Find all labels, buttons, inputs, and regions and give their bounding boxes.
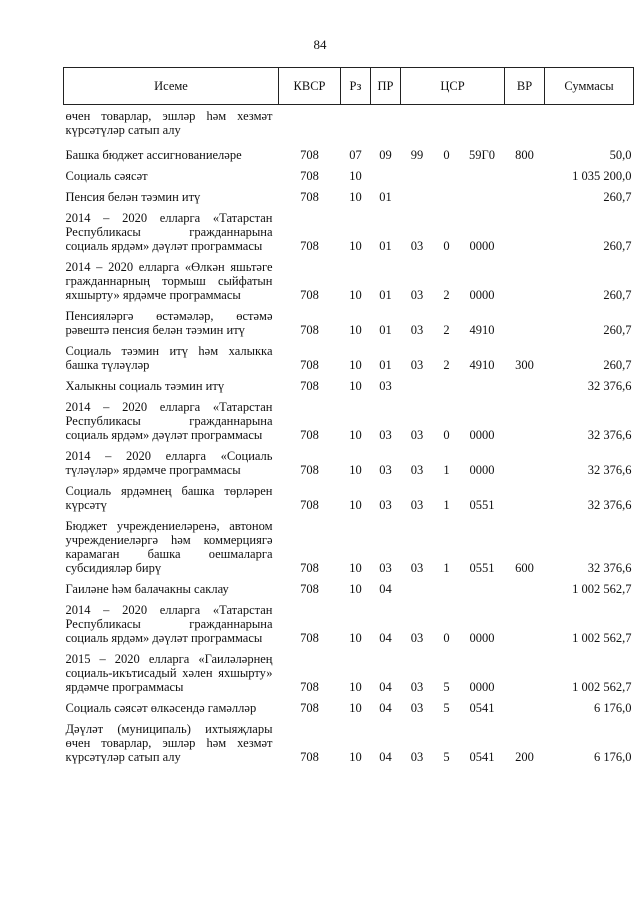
cell-rz: 10 [349, 582, 362, 596]
cell-c2: 5 [443, 701, 450, 715]
cell-kvsr [279, 105, 341, 145]
table-row [64, 515, 634, 578]
cell-kvsr: 708 [300, 680, 319, 694]
cell-amount: 260,7 [603, 190, 632, 204]
cell-name: Пенсия белән тәэмин итү [65, 190, 201, 204]
table-row [64, 718, 634, 767]
cell-kvsr: 708 [300, 148, 319, 162]
cell-amount: 1 002 562,7 [572, 680, 632, 694]
cell-kvsr: 708 [300, 169, 319, 183]
cell-pr: 01 [379, 358, 392, 372]
cell-vr [505, 578, 545, 599]
cell-name: Социаль сәясәт [65, 169, 148, 183]
cell-name: Башка бюджет ассигнованиеләре [65, 148, 242, 162]
cell-c1: 03 [410, 358, 424, 372]
cell-name: Халыкны социаль тәэмин итү [65, 379, 225, 393]
cell-kvsr: 708 [300, 428, 319, 442]
cell-rz: 07 [349, 148, 362, 162]
cell-kvsr: 708 [300, 323, 319, 337]
cell-c2: 2 [443, 288, 450, 302]
cell-amount: 260,7 [603, 358, 632, 372]
cell-rz: 10 [349, 288, 362, 302]
cell-pr: 01 [379, 323, 392, 337]
cell-amount: 32 376,6 [587, 463, 632, 477]
cell-c1: 03 [410, 750, 424, 764]
table-row [64, 648, 634, 697]
table-row [64, 105, 634, 145]
cell-amount [545, 105, 634, 145]
cell-name: Социаль сәясәт өлкәсендә гамәлләр [65, 701, 257, 715]
cell-amount: 32 376,6 [587, 498, 632, 512]
cell-vr: 800 [515, 148, 534, 162]
cell-rz: 10 [349, 190, 362, 204]
cell-c1: 99 [410, 148, 424, 162]
cell-amount: 32 376,6 [587, 561, 632, 575]
cell-pr: 03 [379, 561, 392, 575]
cell-vr [505, 599, 545, 648]
cell-c2 [434, 578, 460, 599]
cell-pr: 04 [379, 631, 392, 645]
cell-kvsr: 708 [300, 239, 319, 253]
cell-vr [505, 186, 545, 207]
cell-pr: 04 [379, 701, 392, 715]
cell-kvsr: 708 [300, 701, 319, 715]
cell-c1 [401, 375, 434, 396]
cell-amount: 6 176,0 [594, 750, 632, 764]
cell-rz: 10 [349, 169, 362, 183]
table-body [64, 105, 634, 768]
cell-kvsr: 708 [300, 498, 319, 512]
cell-c1: 03 [410, 701, 424, 715]
cell-c1 [401, 578, 434, 599]
cell-c2: 1 [443, 498, 450, 512]
cell-c2 [434, 375, 460, 396]
header-rz: Рз [341, 68, 371, 105]
table-row [64, 375, 634, 396]
cell-kvsr: 708 [300, 561, 319, 575]
cell-kvsr: 708 [300, 358, 319, 372]
cell-c2: 5 [443, 750, 450, 764]
cell-rz: 10 [349, 561, 362, 575]
table-row [64, 256, 634, 305]
cell-c2: 1 [443, 561, 450, 575]
cell-pr [371, 165, 401, 186]
cell-kvsr: 708 [300, 582, 319, 596]
cell-c3: 0551 [469, 498, 495, 512]
cell-name: 2014 – 2020 елларга «Татарстан Республикасы гражданнарына социаль ярдәм» дәүләт программасы [65, 400, 273, 442]
table-row [64, 697, 634, 718]
cell-c1: 03 [410, 428, 424, 442]
cell-c2: 2 [443, 358, 450, 372]
page-number: 84 [313, 37, 327, 52]
cell-c1 [401, 165, 434, 186]
table-row [64, 480, 634, 515]
cell-amount: 6 176,0 [594, 701, 632, 715]
cell-c3: 0000 [469, 680, 495, 694]
cell-rz: 10 [349, 750, 362, 764]
cell-name: өчен товарлар, эшләр һәм хезмәт күрсәтүләр сатып алу [65, 109, 273, 137]
cell-pr: 04 [379, 750, 392, 764]
budget-table [63, 67, 634, 767]
cell-pr: 01 [379, 288, 392, 302]
cell-vr [505, 305, 545, 340]
cell-rz: 10 [349, 323, 362, 337]
cell-amount: 260,7 [603, 239, 632, 253]
header-csr: ЦСР [401, 68, 505, 105]
table-row [64, 144, 634, 165]
table-header-row [64, 68, 634, 105]
cell-c3: 0000 [469, 631, 495, 645]
cell-rz: 10 [349, 631, 362, 645]
cell-name: 2015 – 2020 елларга «Гаиләләрнең социаль-икътисадый хәлен яхшырту» ярдәмче программасы [65, 652, 273, 694]
cell-vr [505, 480, 545, 515]
table-row [64, 599, 634, 648]
cell-pr: 03 [379, 428, 392, 442]
cell-c1: 03 [410, 323, 424, 337]
cell-rz: 10 [349, 239, 362, 253]
cell-pr: 04 [379, 680, 392, 694]
cell-vr [505, 396, 545, 445]
cell-c2: 0 [443, 428, 450, 442]
cell-vr [505, 697, 545, 718]
cell-vr [505, 165, 545, 186]
cell-rz [341, 105, 371, 145]
table-row [64, 445, 634, 480]
cell-c3: 0000 [469, 428, 495, 442]
cell-vr [505, 256, 545, 305]
cell-c1 [401, 186, 434, 207]
cell-vr: 600 [515, 561, 534, 575]
cell-c2: 1 [443, 463, 450, 477]
cell-c2 [434, 186, 460, 207]
cell-c1: 03 [410, 631, 424, 645]
header-kvsr: КВСР [279, 68, 341, 105]
cell-c3 [460, 105, 505, 145]
table-row [64, 305, 634, 340]
cell-c3 [460, 375, 505, 396]
cell-c2: 0 [443, 239, 450, 253]
cell-pr: 03 [379, 498, 392, 512]
cell-amount: 1 002 562,7 [572, 582, 632, 596]
cell-c1: 03 [410, 239, 424, 253]
cell-c2 [434, 105, 460, 145]
cell-c3: 0551 [469, 561, 495, 575]
cell-c1: 03 [410, 463, 424, 477]
cell-c2 [434, 165, 460, 186]
cell-rz: 10 [349, 701, 362, 715]
cell-amount: 32 376,6 [587, 428, 632, 442]
cell-c3: 0000 [469, 239, 495, 253]
cell-amount: 50,0 [609, 148, 632, 162]
cell-name: 2014 – 2020 елларга «Татарстан Республикасы гражданнарына социаль ярдәм» дәүләт программасы [65, 603, 273, 645]
cell-name: Социаль тәэмин итү һәм халыкка башка түләүләр [65, 344, 273, 372]
cell-c3 [460, 165, 505, 186]
cell-kvsr: 708 [300, 379, 319, 393]
cell-c1: 03 [410, 680, 424, 694]
cell-vr [505, 648, 545, 697]
cell-vr [505, 207, 545, 256]
cell-pr: 01 [379, 239, 392, 253]
cell-c3: 59Г0 [469, 148, 495, 162]
cell-c1: 03 [410, 288, 424, 302]
table-row [64, 578, 634, 599]
cell-rz: 10 [349, 498, 362, 512]
cell-name: Социаль ярдәмнең башка төрләрен күрсәтү [65, 484, 273, 512]
cell-c3: 0000 [469, 288, 495, 302]
cell-c2: 2 [443, 323, 450, 337]
cell-pr: 09 [379, 148, 392, 162]
cell-rz: 10 [349, 680, 362, 694]
cell-c3: 0541 [469, 701, 495, 715]
cell-vr: 300 [515, 358, 534, 372]
cell-name: Пенсияләргә өстәмәләр, өстәмә рәвештә пенсия белән тәэмин итү [65, 309, 273, 337]
cell-vr: 200 [515, 750, 534, 764]
cell-c2: 0 [443, 148, 450, 162]
table-row [64, 186, 634, 207]
cell-amount: 1 002 562,7 [572, 631, 632, 645]
cell-name: Гаиләне һәм балачакны саклау [65, 582, 229, 596]
cell-c1 [401, 105, 434, 145]
cell-kvsr: 708 [300, 288, 319, 302]
cell-vr [505, 445, 545, 480]
cell-rz: 10 [349, 358, 362, 372]
cell-amount: 260,7 [603, 288, 632, 302]
table-row [64, 165, 634, 186]
cell-name: 2014 – 2020 елларга «Өлкән яшьтәге гражданнарның тормыш сыйфатын яхшырту» ярдәмче программасы [65, 260, 273, 302]
cell-kvsr: 708 [300, 190, 319, 204]
cell-name: Дәүләт (муниципаль) ихтыяҗлары өчен товарлар, эшләр һәм хезмәт күрсәтүләр сатып алу [65, 722, 273, 764]
header-pr: ПР [371, 68, 401, 105]
cell-kvsr: 708 [300, 750, 319, 764]
cell-pr: 04 [379, 582, 392, 596]
table-row [64, 340, 634, 375]
cell-rz: 10 [349, 428, 362, 442]
header-vr: ВР [505, 68, 545, 105]
cell-pr: 03 [379, 379, 392, 393]
cell-c1: 03 [410, 498, 424, 512]
cell-c3 [460, 578, 505, 599]
header-name: Исеме [64, 68, 279, 105]
cell-c3: 0541 [469, 750, 495, 764]
table-row [64, 207, 634, 256]
cell-amount: 260,7 [603, 323, 632, 337]
cell-rz: 10 [349, 463, 362, 477]
cell-amount: 1 035 200,0 [572, 169, 632, 183]
cell-amount: 32 376,6 [587, 379, 632, 393]
cell-vr [505, 375, 545, 396]
cell-c3: 0000 [469, 463, 495, 477]
cell-name: Бюджет учреждениеләренә, автоном учреждениеләргә һәм коммерциягә карамаган башка оешмаларга субсидияләр бирү [65, 519, 273, 575]
cell-c2: 5 [443, 680, 450, 694]
header-amount: Суммасы [545, 68, 634, 105]
cell-rz: 10 [349, 379, 362, 393]
cell-pr: 01 [379, 190, 392, 204]
cell-pr [371, 105, 401, 145]
cell-name: 2014 – 2020 елларга «Социаль түләүләр» ярдәмче программасы [65, 449, 273, 477]
cell-c3: 4910 [469, 323, 495, 337]
table-row [64, 396, 634, 445]
cell-c2: 0 [443, 631, 450, 645]
cell-vr [505, 105, 545, 145]
cell-kvsr: 708 [300, 631, 319, 645]
cell-c3 [460, 186, 505, 207]
cell-kvsr: 708 [300, 463, 319, 477]
cell-pr: 03 [379, 463, 392, 477]
cell-c3: 4910 [469, 358, 495, 372]
cell-name: 2014 – 2020 елларга «Татарстан Республикасы гражданнарына социаль ярдәм» дәүләт программасы [65, 211, 273, 253]
cell-c1: 03 [410, 561, 424, 575]
